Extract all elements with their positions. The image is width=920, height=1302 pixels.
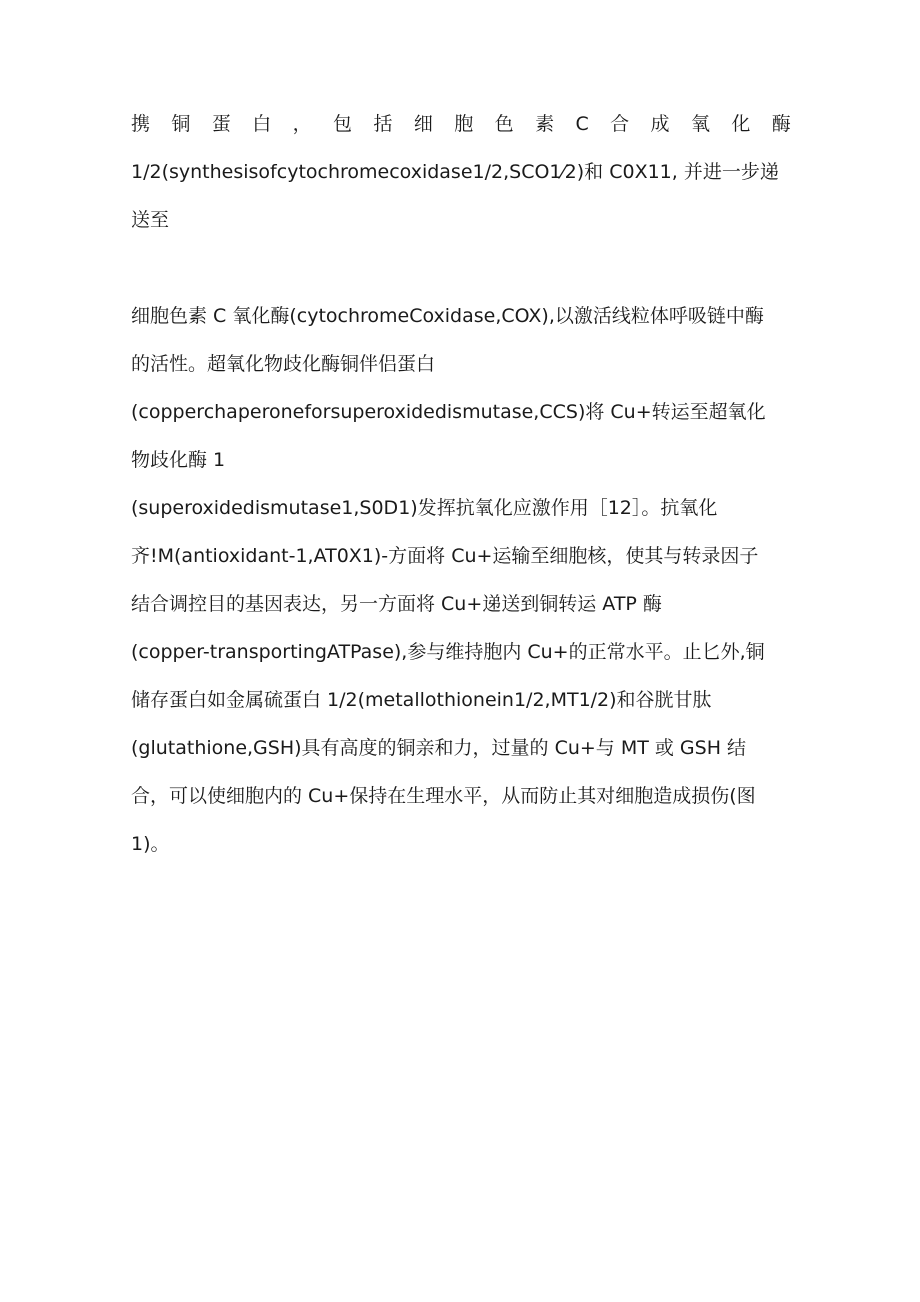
- paragraph-2-line-11: 合，可以使细胞内的 Cu+保持在生理水平，从而防止其对细胞造成损伤(图: [131, 785, 756, 807]
- spaced-char: 白: [252, 113, 272, 135]
- spaced-char: 细: [413, 113, 433, 135]
- paragraph-1-line-1: [131, 100, 791, 148]
- spaced-char: 携: [131, 113, 151, 135]
- paragraph-2-line-1: 细胞色素 C 氧化酶(cytochromeCoxidase,COX),以激活线粒体呼吸链中酶: [131, 305, 764, 327]
- spaced-char: 括: [373, 113, 393, 135]
- spaced-char: 合: [610, 113, 630, 135]
- spaced-char: C: [575, 113, 589, 135]
- spaced-char: 色: [494, 113, 514, 135]
- spaced-char: 胞: [454, 113, 474, 135]
- paragraph-2-line-2: 的活性。超氧化物歧化酶铜伴侣蛋白: [131, 353, 436, 375]
- spaced-char: 成: [650, 113, 670, 135]
- spaced-char: ，: [292, 113, 312, 135]
- spaced-char: 氧: [690, 113, 710, 135]
- paragraph-2-line-10: (glutathione,GSH)具有高度的铜亲和力，过量的 Cu+与 MT 或 GSH 结: [131, 737, 747, 759]
- spaced-char: 铜: [171, 113, 191, 135]
- paragraph-2-line-6: 齐!M(antioxidant-1,AT0X1)-方面将 Cu+运输至细胞核，使其与转录因子: [131, 545, 759, 567]
- spaced-char: 蛋: [211, 113, 231, 135]
- spaced-char: 酶: [771, 113, 791, 135]
- spaced-char: 化: [731, 113, 751, 135]
- paragraph-1-line-3: 送至: [131, 209, 170, 231]
- paragraph-2-line-4: 物歧化酶 1: [131, 449, 226, 471]
- paragraph-2-line-8: (copper-transportingATPase),参与维持胞内 Cu+的正常水平。止匕外,铜: [131, 641, 765, 663]
- paragraph-2-line-7: 结合调控目的基因表达，另一方面将 Cu+递送到铜转运 ATP 酶: [131, 593, 662, 615]
- paragraph-2: [131, 292, 791, 868]
- spaced-char: 包: [333, 113, 353, 135]
- paragraph-2-line-9: 储存蛋白如金属硫蛋白 1/2(metallothionein1/2,MT1/2)和谷胱甘肽: [131, 689, 712, 711]
- paragraph-1-line-2: 1/2(synthesisofcytochromecoxidase1/2,SCO1⁄2)和 C0X11, 并进一步递: [131, 161, 779, 183]
- spaced-char: 素: [535, 113, 555, 135]
- paragraph-2-line-5: (superoxidedismutase1,S0D1)发挥抗氧化应激作用［12］。抗氧化: [131, 497, 718, 519]
- paragraph-1: [131, 100, 791, 244]
- paragraph-2-line-12: 1)。: [131, 833, 170, 855]
- paragraph-2-line-3: (copperchaperoneforsuperoxidedismutase,CCS)将 Cu+转运至超氧化: [131, 401, 766, 423]
